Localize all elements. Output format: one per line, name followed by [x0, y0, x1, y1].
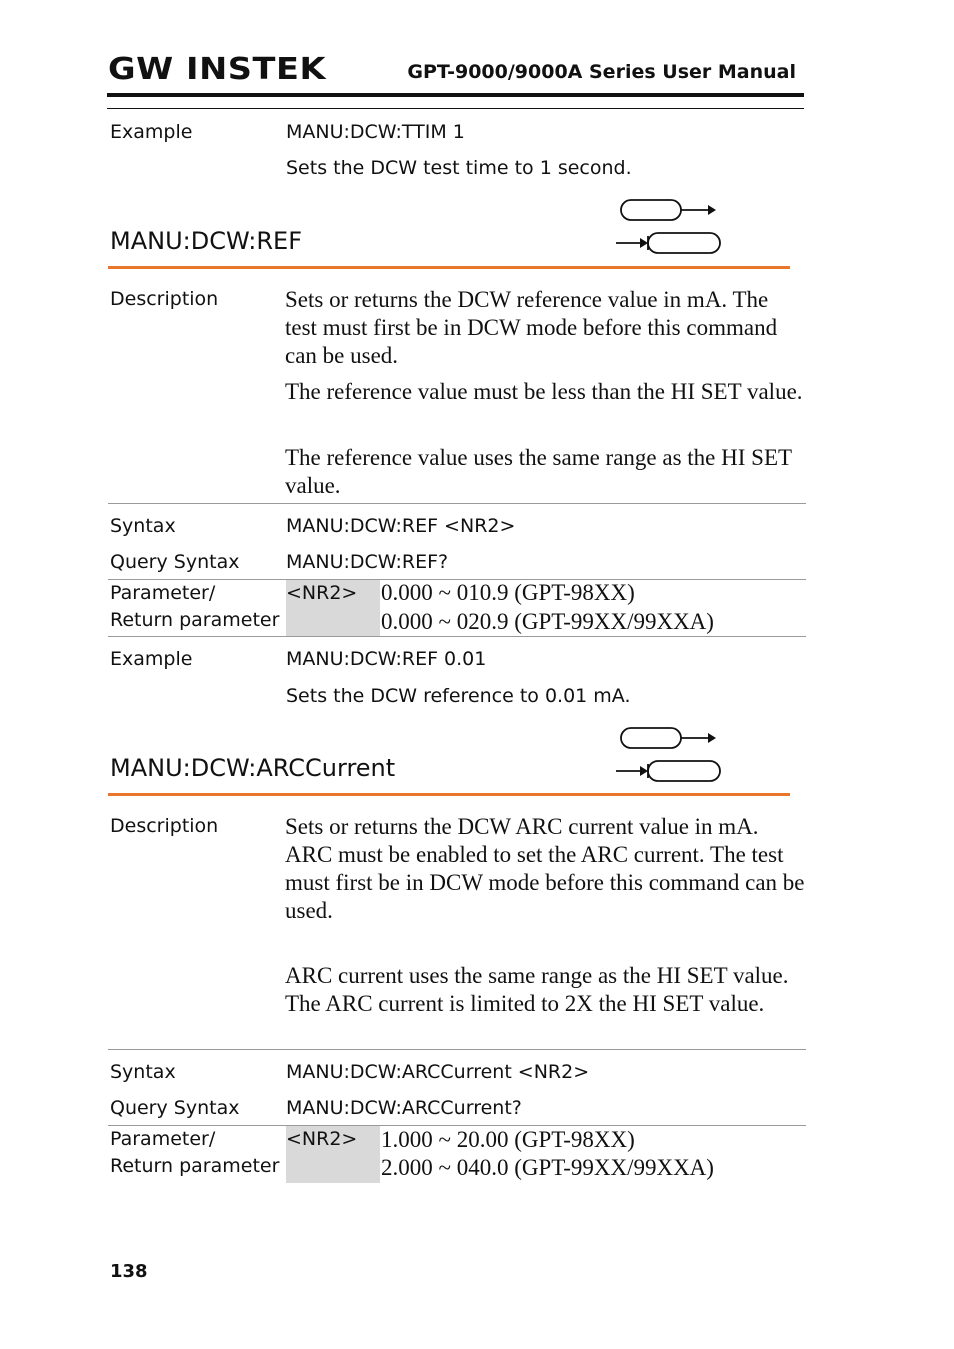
parameter-label: Parameter/: [110, 1128, 216, 1150]
parameter-range: 0.000 ~ 020.9 (GPT-99XX/99XXA): [381, 609, 714, 634]
row-divider: [108, 636, 806, 637]
section-rule-ref: [108, 266, 790, 269]
description-text: Sets or returns the DCW ARC current value in mA. ARC must be enabled to set the ARC current. The test must first be in DCW mode before this command can be used.: [285, 814, 805, 923]
description-text: ARC current uses the same range as the HI SET value. The ARC current is limited to 2X the HI SET value.: [285, 963, 789, 1016]
section-rule-arccurrent: [108, 793, 790, 796]
example-command: MANU:DCW:REF 0.01: [286, 648, 487, 670]
parameter-name-cell: [286, 1126, 380, 1183]
parameter-name: <NR2>: [286, 1128, 358, 1150]
row-divider: [108, 1049, 806, 1050]
parameter-range: 0.000 ~ 010.9 (GPT-98XX): [381, 580, 635, 605]
parameter-label: Parameter/: [110, 582, 216, 604]
brand-logo: GW INSTEK: [108, 52, 327, 87]
example-description: Sets the DCW reference to 0.01 mA.: [286, 685, 631, 707]
header-rule-thick: [107, 93, 804, 97]
example-command: MANU:DCW:TTIM 1: [286, 121, 465, 143]
syntax-label: Syntax: [110, 1061, 176, 1083]
description-text: The reference value must be less than the HI SET value.: [285, 379, 803, 404]
description-label: Description: [110, 815, 219, 837]
parameter-range: 1.000 ~ 20.00 (GPT-98XX): [381, 1127, 635, 1152]
header-rule-thin: [107, 108, 804, 109]
query-syntax-label: Query Syntax: [110, 1097, 240, 1119]
document-title: GPT-9000/9000A Series User Manual: [407, 61, 796, 83]
page-number: 138: [110, 1261, 148, 1282]
example-label: Example: [110, 121, 193, 143]
example-label: Example: [110, 648, 193, 670]
row-divider: [108, 503, 806, 504]
query-syntax-value: MANU:DCW:ARCCurrent?: [286, 1097, 522, 1119]
set-query-command-icon: [612, 726, 724, 786]
return-parameter-label: Return parameter: [110, 1155, 280, 1177]
query-syntax-value: MANU:DCW:REF?: [286, 551, 449, 573]
section-heading-ref: MANU:DCW:REF: [110, 227, 303, 255]
syntax-value: MANU:DCW:ARCCurrent <NR2>: [286, 1061, 590, 1083]
set-query-command-icon: [612, 198, 724, 258]
return-parameter-label: Return parameter: [110, 609, 280, 631]
syntax-value: MANU:DCW:REF <NR2>: [286, 515, 516, 537]
syntax-label: Syntax: [110, 515, 176, 537]
example-description: Sets the DCW test time to 1 second.: [286, 157, 632, 179]
section-heading-arccurrent: MANU:DCW:ARCCurrent: [110, 754, 396, 782]
description-text: The reference value uses the same range as the HI SET value.: [285, 445, 792, 498]
parameter-range: 2.000 ~ 040.0 (GPT-99XX/99XXA): [381, 1155, 714, 1180]
parameter-name-cell: [286, 580, 380, 636]
parameter-name: <NR2>: [286, 582, 358, 604]
description-label: Description: [110, 288, 219, 310]
description-text: Sets or returns the DCW reference value in mA. The test must first be in DCW mode before this command can be used.: [285, 287, 778, 368]
query-syntax-label: Query Syntax: [110, 551, 240, 573]
